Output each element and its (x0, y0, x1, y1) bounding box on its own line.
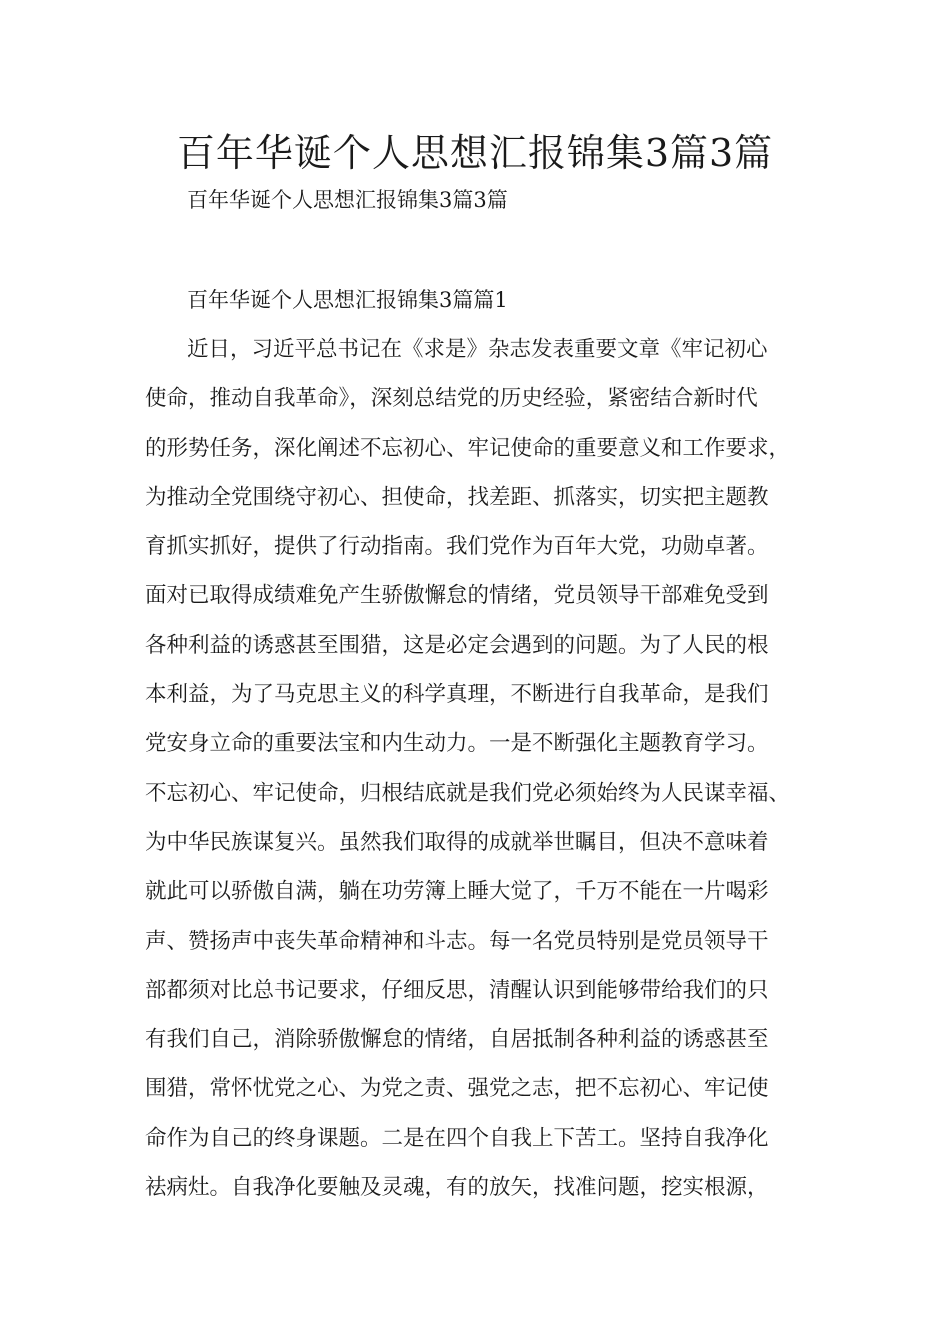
body-line: 声、赞扬声中丧失革命精神和斗志。每一名党员特别是党员领导干 (145, 928, 769, 954)
body-line: 本利益，为了马克思主义的科学真理，不断进行自我革命，是我们 (145, 682, 769, 708)
body-line: 部都须对比总书记要求，仔细反思，清醒认识到能够带给我们的只 (145, 977, 769, 1003)
body-line: 不忘初心、牢记使命，归根结底就是我们党必须始终为人民谋幸福、 (145, 780, 791, 806)
body-line: 党安身立命的重要法宝和内生动力。一是不断强化主题教育学习。 (145, 731, 769, 757)
body-line: 面对已取得成绩难免产生骄傲懈怠的情绪，党员领导干部难免受到 (145, 583, 769, 609)
body-line: 使命，推动自我革命》，深刻总结党的历史经验，紧密结合新时代 (145, 386, 758, 412)
body-line: 各种利益的诱惑甚至围猎，这是必定会遇到的问题。为了人民的根 (145, 632, 769, 658)
body-line: 为推动全党围绕守初心、担使命，找差距、抓落实，切实把主题教 (145, 484, 769, 510)
body-line: 育抓实抓好，提供了行动指南。我们党作为百年大党，功勋卓著。 (145, 534, 769, 560)
body-line: 的形势任务，深化阐述不忘初心、牢记使命的重要意义和工作要求， (145, 435, 791, 461)
body-line: 祛病灶。自我净化要触及灵魂，有的放矢，找准问题，挖实根源， (145, 1175, 769, 1201)
body-line: 围猎，常怀忧党之心、为党之责、强党之志，把不忘初心、牢记使 (145, 1076, 769, 1102)
document-title: 百年华诞个人思想汇报锦集3篇3篇 (176, 131, 774, 175)
body-line: 就此可以骄傲自满，躺在功劳簿上睡大觉了，千万不能在一片喝彩 (145, 879, 769, 905)
body-text (145, 334, 845, 1221)
body-line: 命作为自己的终身课题。二是在四个自我上下苦工。坚持自我净化 (145, 1125, 769, 1151)
body-line: 有我们自己，消除骄傲懈怠的情绪，自居抵制各种利益的诱惑甚至 (145, 1027, 769, 1053)
document-subtitle: 百年华诞个人思想汇报锦集3篇3篇 (187, 188, 508, 212)
body-line: 为中华民族谋复兴。虽然我们取得的成就举世瞩目，但决不意味着 (145, 829, 769, 855)
section-heading: 百年华诞个人思想汇报锦集3篇篇1 (187, 288, 508, 312)
body-line: 近日，习近平总书记在《求是》杂志发表重要文章《牢记初心 (187, 337, 768, 362)
